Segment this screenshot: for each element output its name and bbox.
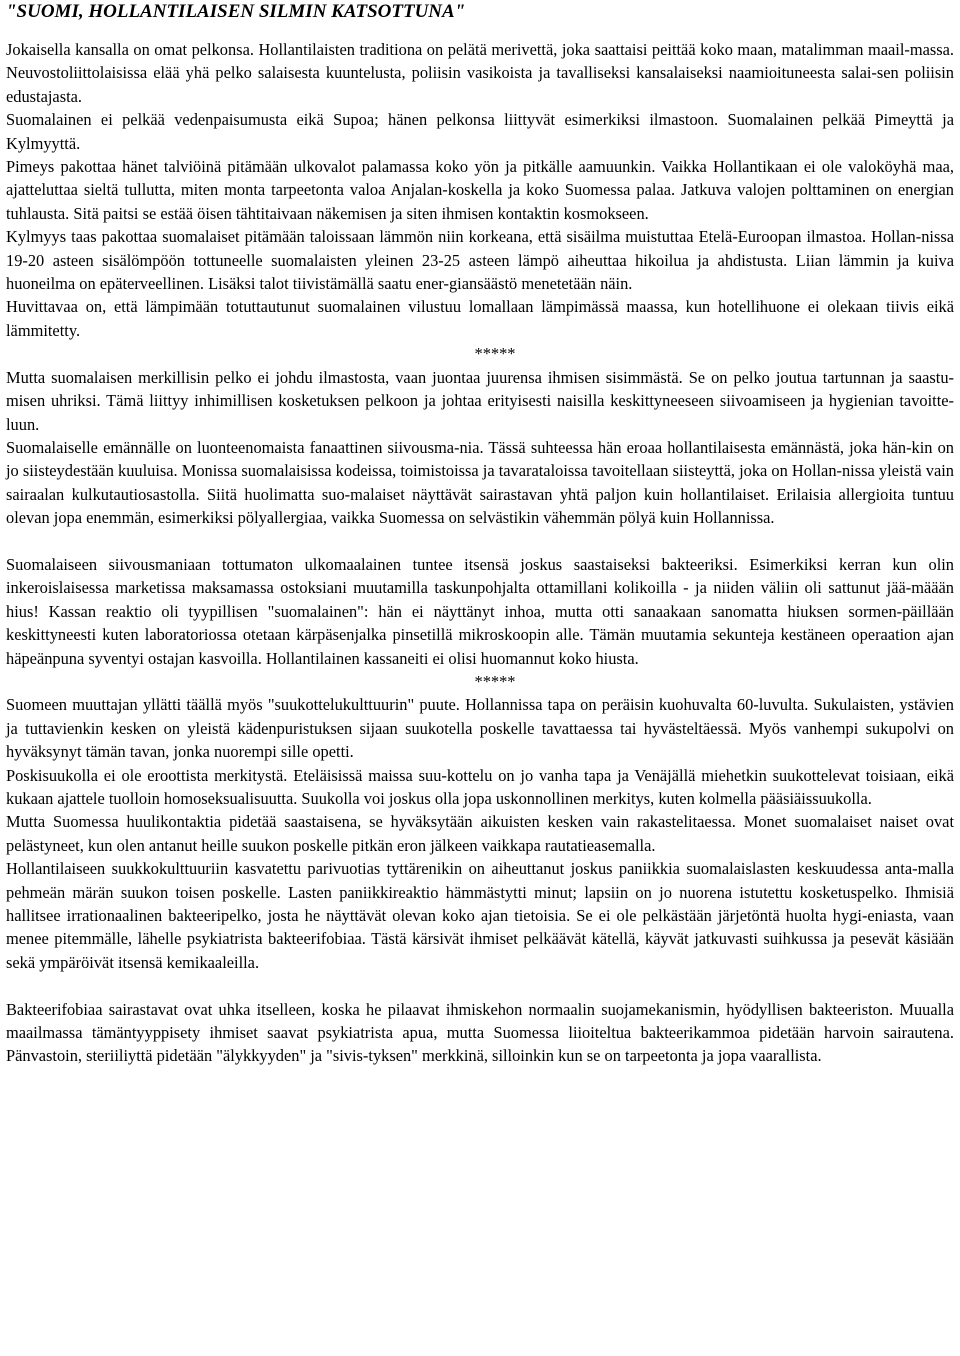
document-body — [6, 38, 954, 1068]
section-separator: ***** — [474, 344, 516, 364]
paragraph: Suomalaiseen siivousmaniaan tottumaton ulkomaalainen tuntee itsensä joskus saastaiseksi bakteeriksi. Esimerkiksi kerran kun olin inkeroislaisessa marketissa maksamassa ostoksiani muutamilla taskunpohjalta ottamillani kolikoilla - ja niiden väliin oli sattunut jää-määän hius! Kassan reaktio oli tyypillisen "suomalainen": hän ei näyttänyt inhoa, mutta otti sanaakaan sanomatta hiuksen sormen-päillään keskittyneesti kuten laboratoriossa otetaan kärpäsenjalka pinsetillä mikroskoopin alle. Tämän muutamia sekunteja kestäneen operaation ajan häpeänpuna syventyi ostajan kasvoilla. Hollantilainen kassaneiti ei olisi huomannut koko hiusta. — [6, 554, 954, 668]
paragraph: Poskisuukolla ei ole eroottista merkitystä. Eteläisissä maissa suu-kottelu on jo vanha tapa ja Venäjällä miehetkin suukottelevat toisiaan, eikä kukaan ajattele tuolloin homoseksualisuutta. Suukolla voi joskus olla jopa uskonnollinen merkitys, kuten kolmella pääsiäissuukolla. — [6, 765, 954, 808]
paragraph: Mutta suomalaisen merkillisin pelko ei johdu ilmastosta, vaan juontaa juurensa ihmisen sisimmästä. Se on pelko joutua tartunnan ja saastu-misen uhriksi. Tämä liittyy inhimillisen kosketuksen pelkoon ja johtaa erityisesti naisilla keskittyneeseen siivoamiseen ja hygienian tavoitte-luun. — [6, 367, 954, 434]
paragraph: Mutta Suomessa huulikontaktia pidetää saastaisena, se hyväksytään aikuisten kesken vain rakastelitaessa. Monet suomalaiset naiset ovat pelästyneet, kun olen antanut heille suukon poskelle pitkän eron jälkeen vaikkapa rautatieasemalla. — [6, 812, 954, 855]
paragraph: Suomeen muuttajan yllätti täällä myös "suukottelukulttuurin" puute. Hollannissa tapa on peräisin kuohuvalta 60-luvulta. Sukulaisten, ystävien ja tuttavienkin kesken on yleistä kädenpuristuksen sijaan suukotella poskelle tavattaessa tai hyvästeltäessä. Myös vanhempi sukupolvi on hyväksynyt tämän tavan, jonka nuorempi sille opetti. — [6, 695, 954, 762]
paragraph: Suomalainen ei pelkää vedenpaisumusta eikä Supoa; hänen pelkonsa liittyvät esimerkiksi ilmastoon. Suomalainen pelkää Pimeyttä ja Kylmyyttä. — [6, 110, 954, 153]
document-title: "SUOMI, HOLLANTILAISEN SILMIN KATSOTTUNA" — [6, 1, 466, 22]
paragraph: Pimeys pakottaa hänet talviöinä pitämään ulkovalot palamassa koko yön ja pitkälle aamuunkin. Vaikka Hollantikaan ei ole valoköyhä maa, ajatteluttaa sieltä tullutta, miten monta tarpeetonta valoa Anjalan-koskella ja koko Suomessa palaa. Jatkuva valojen polttaminen on energian tuhlausta. Sitä paitsi se estää öisen tähtitaivaan näkemisen ja siten ihmisen kontaktin kosmokseen. — [6, 157, 954, 223]
paragraph: Bakteerifobiaa sairastavat ovat uhka itselleen, koska he pilaavat ihmiskehon normaalin suojamekanismin, hyödyllisen bakteeriston. Muualla maailmassa tämäntyyppisety ihmiset saavat psykiatrista apua, mutta Suomessa liioiteltua bakteerikammoa pidetään harvoin sairautena. Pänvastoin, steriiliyttä pidetään "älykkyyden" ja "sivis-tyksen" merkkinä, silloinkin kun se on tarpeetonta ja jopa vaarallista. — [6, 999, 954, 1066]
paragraph: Suomalaiselle emännälle on luonteenomaista fanaattinen siivousma-nia. Tässä suhteessa hän eroaa hollantilaisesta emännästä, joka hän-kin on jo siisteydestään kuuluisa. Monissa suomalaisissa kodeissa, toimistoissa ja tavarataloissa tavoitellaan siisteyttä, joka on Hollan-nissa yleistä vain sairaalan kulkutautiosastolla. Siitä huolimatta suo-malaiset näyttävät sairastavan yhtä paljon kuin hollantilaiset. Erilaisia allergioita tuntuu olevan jopa enemmän, esimerkiksi pölyallergiaa, vaikka Suomessa on selvästikin vähemmän pölyä kuin Hollannissa. — [6, 437, 954, 528]
paragraph-gap — [6, 974, 954, 997]
paragraph: Hollantilaiseen suukkokulttuuriin kasvatettu parivuotias tyttärenikin on aiheuttanut joskus paniikkia suomalaislasten keskuudessa anta-malla pehmeän märän suukon toisen poskelle. Lasten paniikkireaktio hämmästytti minut; lapsiin on jo nuorena istutettu kosketuspelko. Ihmisiä hallitsee irrationaalinen bakteeripelko, josta he näyttävät olevan koko ajan tietoisia. Se ei ole pelkästään järjetöntä huolta hygi-eniasta, vaan menee pitemmälle, lähelle psykiatrista bakteerifobiaa. Tästä kärsivät ihmiset pelkäävät kätellä, käyvät jatkuvasti suihkussa ja pesevät käsiään sekä ympäröivät itsensä kemikaaleilla. — [6, 859, 954, 972]
paragraph: Jokaisella kansalla on omat pelkonsa. Hollantilaisten traditiona on pelätä merivettä, joka saattaisi peittää koko maan, matalimman maail-massa. Neuvostoliittolaisissa elää yhä pelko salaisesta kuuntelusta, poliisin vasikoista ja tavalliseksi kansalaiseksi naamioituneesta salai-sen poliisin edustajasta. — [6, 40, 954, 106]
paragraph: Huvittavaa on, että lämpimään totuttautunut suomalainen vilustuu lomallaan lämpimässä maassa, kun hotellihuone ei olekaan tiivis eikä lämmitetty. — [6, 297, 954, 340]
paragraph-gap — [6, 530, 954, 553]
paragraph: Kylmyys taas pakottaa suomalaiset pitämään taloissaan lämmön niin korkeana, että sisäilma muistuttaa Etelä-Euroopan ilmastoa. Hollan-nissa 19-20 asteen sisälömpöön tottuneelle suomalaisten yleinen 23-25 asteen lämpö aiheuttaa hikoilua ja ahdistusta. Liian lämmin ja kuiva huoneilma on epäterveellinen. Lisäksi talot tiivistämällä saatu ener-giansäästö menetetään näin. — [6, 227, 954, 294]
section-separator: ***** — [474, 671, 516, 691]
